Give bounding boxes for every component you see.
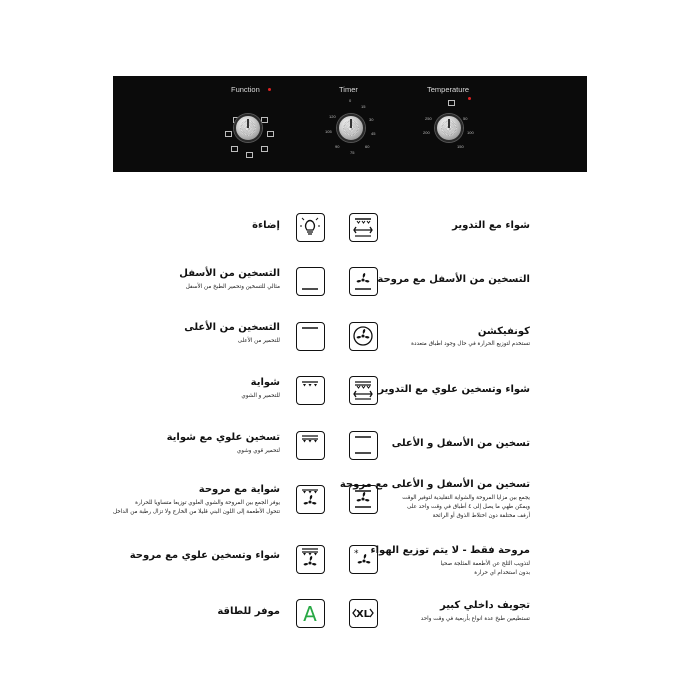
timer-tick: 45 (371, 131, 376, 136)
mode-symbol-icon (246, 152, 253, 158)
mode-description: مثالي للتسخين وتحمير الطبخ من الأسفل (185, 284, 280, 290)
temperature-tick: 50 (463, 116, 468, 121)
mode-title: التسخين من الأسفل (179, 268, 280, 279)
rotisserie-grill-icon (349, 213, 378, 242)
lamp-icon (296, 213, 325, 242)
temperature-indicator-dot (468, 97, 471, 100)
energy-a-icon (296, 599, 325, 628)
mode-symbol-icon (225, 131, 232, 137)
mode-symbol-icon (267, 131, 274, 137)
timer-label: Timer (339, 85, 358, 94)
temperature-knob[interactable] (435, 114, 463, 142)
mode-description: ويمكن طهي ما يصل إلى ٤ أطباق في وقت واحد على (406, 504, 530, 510)
mode-title: تسخين من الأسفل و الأعلى (391, 438, 530, 449)
timer-knob[interactable] (337, 114, 365, 142)
timer-tick: 30 (369, 117, 374, 122)
mode-title: موفر للطاقة (217, 606, 280, 617)
top-heat-icon (296, 322, 325, 351)
temperature-label: Temperature (427, 85, 470, 94)
top-bottom-heat-icon (349, 431, 378, 460)
grill-fan-icon (296, 485, 325, 514)
xl-cavity-icon (349, 599, 378, 628)
mode-description: لتحمير قوي وشوي (236, 448, 280, 454)
grill-top-rotisserie-icon (349, 376, 378, 405)
timer-tick: 15 (361, 104, 366, 109)
svg-text:*: * (354, 549, 359, 559)
temperature-tick: 250 (425, 116, 432, 121)
mode-title: كونفيكشن (477, 326, 530, 337)
mode-symbol-icon (231, 146, 238, 152)
mode-title: شواء وتسخين علوي مع مروحة (129, 550, 280, 561)
timer-tick: 90 (335, 144, 340, 149)
oven-control-panel (113, 76, 587, 172)
mode-description: تستخدم لتوزيع الحرارة في حال وجود اطباق متعددة (411, 341, 530, 347)
convection-fan-icon (349, 322, 378, 351)
mode-title: تسخين علوي مع شواية (166, 432, 280, 443)
mode-symbol-icon (261, 117, 268, 123)
mode-description: يجمع بين مزايا المروحة والشواية التقليدية لتوفير الوقت (402, 495, 530, 501)
mode-description: يوفر الجمع بين المروحة والشوي العلوي توزيعا متساويا للحرارة (135, 500, 280, 506)
mode-title: شواية مع مروحة (198, 484, 280, 495)
bottom-heat-fan-icon (349, 267, 378, 296)
timer-tick: 0 (349, 98, 352, 103)
timer-tick: 60 (365, 144, 370, 149)
mode-description: للتحمير و الشوي (241, 393, 280, 399)
mode-title: شواية (250, 377, 280, 388)
mode-description: بدون استخدام اي حرارة (474, 570, 530, 576)
mode-description: تستطيعين طبخ عدة انواع بأربعية في وقت واحد (420, 616, 530, 622)
mode-symbol-icon (261, 146, 268, 152)
mode-title: تسخين من الأسفل و الأعلى مع مروحة (339, 479, 530, 490)
mode-title: شواء وتسخين علوي مع التدوير (378, 384, 530, 395)
lamp-symbol-icon (448, 100, 455, 106)
mode-title: التسخين من الأعلى (184, 322, 280, 333)
energy-letter: A (303, 602, 317, 626)
xl-text: XL (355, 609, 371, 620)
mode-title: إضاءة (252, 220, 280, 231)
mode-title: التسخين من الأسفل مع مروحة (377, 274, 530, 285)
temperature-tick: 150 (457, 144, 464, 149)
mode-title: مروحة فقط - لا يتم توزيع الهواء (370, 545, 530, 556)
grill-top-fan-icon (296, 545, 325, 574)
function-knob[interactable] (234, 114, 262, 142)
function-indicator-dot (268, 88, 271, 91)
mode-description: أرفف مختلفة دون اختلاط الذوق أو الرائحة (432, 513, 530, 519)
mode-description: تتحول الأطعمة إلى اللون البني قليلا من الخارج ولا تزال رطبة من الداخل (113, 509, 280, 515)
mode-description: لتذويب الثلج عن الأطعمة المثلجة صحيا (440, 561, 530, 567)
temperature-tick: 100 (467, 130, 474, 135)
grill-icon (296, 376, 325, 405)
timer-tick: 75 (350, 150, 355, 155)
function-label: Function (231, 85, 260, 94)
temperature-tick: 200 (423, 130, 430, 135)
mode-description: للتحمير من الأعلى (237, 338, 280, 344)
timer-tick: 120 (329, 114, 336, 119)
timer-tick: 105 (325, 129, 332, 134)
grill-top-heat-icon (296, 431, 325, 460)
mode-title: شواء مع التدوير (452, 220, 530, 231)
mode-title: تجويف داخلي كبير (439, 600, 530, 611)
bottom-heat-icon (296, 267, 325, 296)
